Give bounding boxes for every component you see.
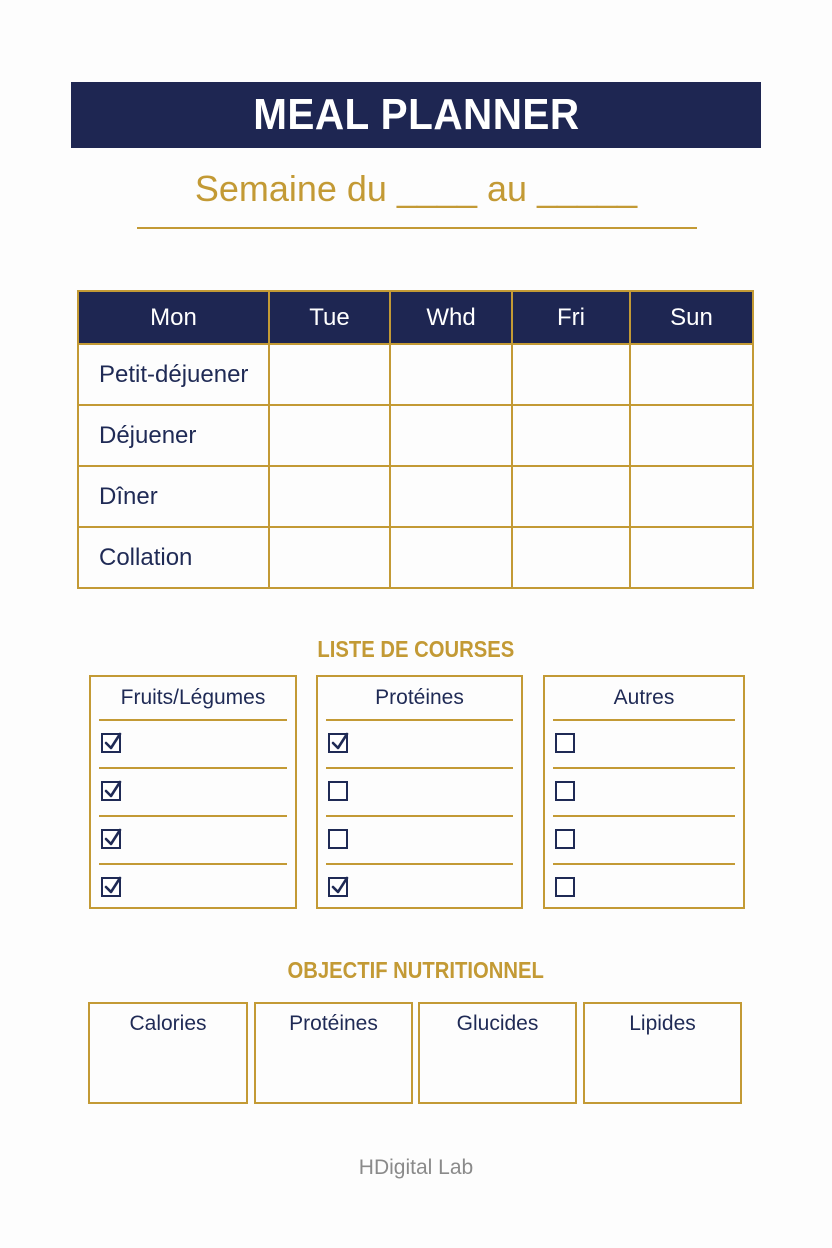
checkbox[interactable] xyxy=(555,781,575,801)
day-header: Whd xyxy=(390,291,512,344)
meal-cell[interactable] xyxy=(630,405,753,466)
shopping-list-title-text: LISTE DE COURSES xyxy=(317,636,515,662)
list-item xyxy=(553,815,735,864)
list-item xyxy=(553,719,735,768)
meal-row xyxy=(78,344,753,405)
nutrition-goal-label: Protéines xyxy=(289,1012,378,1035)
checkbox[interactable] xyxy=(328,877,348,897)
meal-cell[interactable] xyxy=(269,466,390,527)
meal-cell[interactable] xyxy=(512,344,630,405)
meal-row xyxy=(78,405,753,466)
shopping-list-fruits-legumes xyxy=(89,675,297,909)
meal-planner-table xyxy=(77,290,754,589)
checkmark-icon xyxy=(331,876,349,896)
nutrition-goal-box[interactable] xyxy=(254,1002,413,1104)
planner-header-row xyxy=(78,291,753,344)
footer-brand: HDigital Lab xyxy=(358,1156,474,1179)
shopping-list-title xyxy=(0,636,832,663)
nutrition-goal-box[interactable] xyxy=(418,1002,577,1104)
nutrition-goal-label: Lipides xyxy=(629,1012,696,1035)
checkmark-icon xyxy=(104,828,122,848)
list-item xyxy=(553,767,735,816)
meal-cell[interactable] xyxy=(512,405,630,466)
list-item xyxy=(553,863,735,912)
meal-cell[interactable] xyxy=(390,527,512,588)
checkbox[interactable] xyxy=(555,733,575,753)
shopping-list-proteines xyxy=(316,675,523,909)
meal-cell[interactable] xyxy=(512,527,630,588)
header-bar xyxy=(71,82,761,148)
nutrition-goal-label: Glucides xyxy=(456,1012,539,1035)
meal-cell[interactable] xyxy=(390,466,512,527)
day-header: Fri xyxy=(512,291,630,344)
list-item xyxy=(326,767,513,816)
meal-cell[interactable] xyxy=(269,344,390,405)
checkbox[interactable] xyxy=(101,829,121,849)
shopping-list-autres xyxy=(543,675,745,909)
meal-cell[interactable] xyxy=(630,344,753,405)
checkbox[interactable] xyxy=(101,733,121,753)
meal-cell[interactable] xyxy=(390,405,512,466)
checkbox[interactable] xyxy=(101,877,121,897)
meal-cell[interactable] xyxy=(269,527,390,588)
checkbox[interactable] xyxy=(328,829,348,849)
list-item xyxy=(326,863,513,912)
meal-label: Dîner xyxy=(78,466,269,527)
meal-cell[interactable] xyxy=(630,466,753,527)
nutrition-goal-title xyxy=(0,957,832,984)
checkbox[interactable] xyxy=(328,733,348,753)
list-heading: Fruits/Légumes xyxy=(120,686,266,709)
page-title: MEAL PLANNER xyxy=(252,90,580,139)
list-item xyxy=(99,863,287,912)
checkbox[interactable] xyxy=(555,877,575,897)
week-range: Semaine du ____ au _____ xyxy=(194,168,638,209)
nutrition-goal-box[interactable] xyxy=(88,1002,248,1104)
checkmark-icon xyxy=(331,732,349,752)
meal-label: Collation xyxy=(78,527,269,588)
meal-label: Déjuener xyxy=(78,405,269,466)
list-item xyxy=(99,815,287,864)
meal-cell[interactable] xyxy=(630,527,753,588)
meal-row xyxy=(78,466,753,527)
list-item xyxy=(326,719,513,768)
checkmark-icon xyxy=(104,780,122,800)
meal-label: Petit-déjuener xyxy=(78,344,269,405)
day-header: Tue xyxy=(269,291,390,344)
nutrition-goal-label: Calories xyxy=(129,1012,207,1035)
list-heading: Protéines xyxy=(375,686,464,709)
list-item xyxy=(99,719,287,768)
meal-cell[interactable] xyxy=(269,405,390,466)
meal-cell[interactable] xyxy=(390,344,512,405)
day-header: Sun xyxy=(630,291,753,344)
nutrition-goal-title-text: OBJECTIF NUTRITIONNEL xyxy=(287,957,545,983)
list-heading: Autres xyxy=(613,686,675,709)
day-header: Mon xyxy=(78,291,269,344)
list-item xyxy=(326,815,513,864)
checkmark-icon xyxy=(104,732,122,752)
nutrition-goal-box[interactable] xyxy=(583,1002,742,1104)
list-item xyxy=(99,767,287,816)
checkbox[interactable] xyxy=(555,829,575,849)
meal-row xyxy=(78,527,753,588)
week-divider xyxy=(137,227,697,229)
checkmark-icon xyxy=(104,876,122,896)
checkbox[interactable] xyxy=(328,781,348,801)
checkbox[interactable] xyxy=(101,781,121,801)
meal-cell[interactable] xyxy=(512,466,630,527)
